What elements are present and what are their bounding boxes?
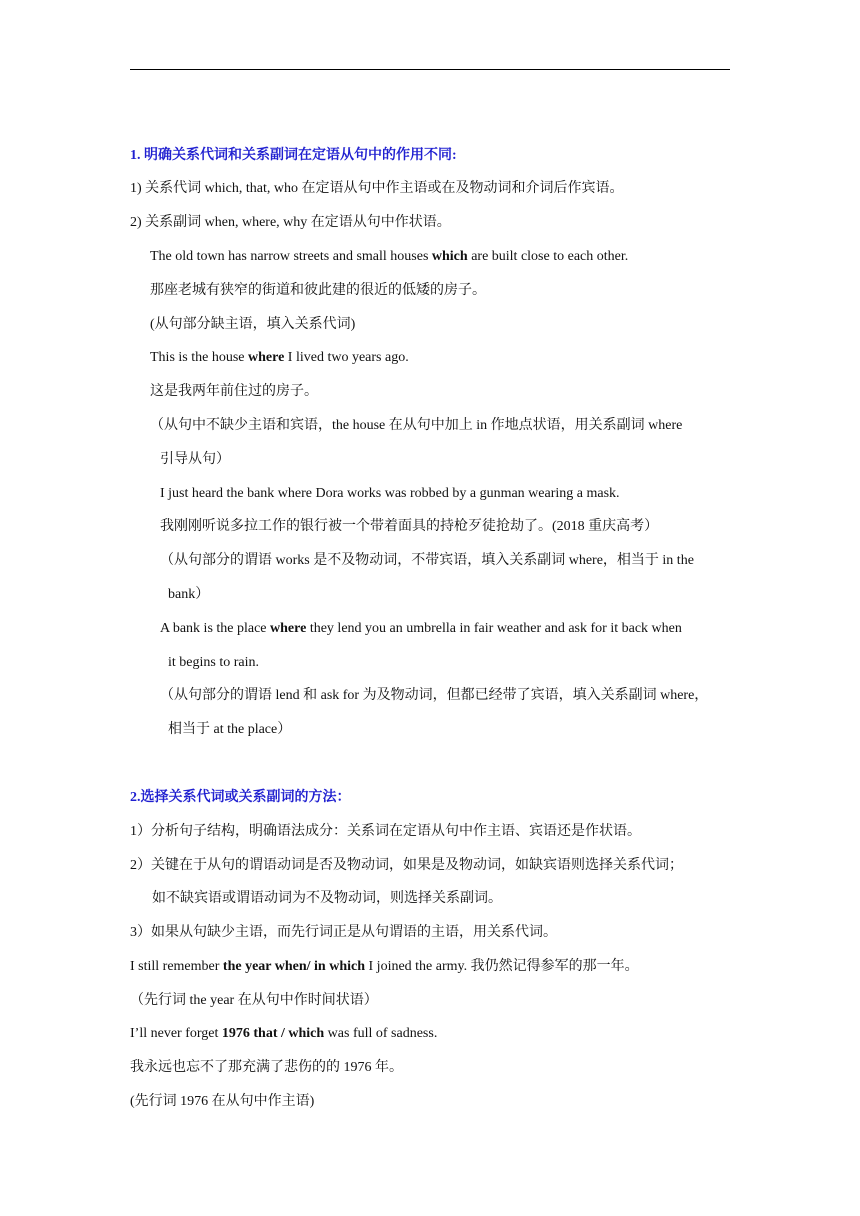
section-2-example-2-note: (先行词 1976 在从句中作主语) — [130, 1094, 315, 1109]
example-2-chinese: 这是我两年前住过的房子。 — [150, 384, 318, 399]
example-4-note-line-2: 相当于 at the place） — [168, 722, 292, 737]
example-4-note-line-1: （从句部分的谓语 lend 和 ask for 为及物动词，但都已经带了宾语，填入关系副词 where， — [160, 688, 709, 703]
example-1-chinese: 那座老城有狭窄的街道和彼此建的很近的低矮的房子。 — [150, 283, 486, 298]
example-2-english: This is the house where I lived two years ago. — [150, 350, 409, 365]
example-3-note-line-2: bank） — [168, 587, 210, 602]
example-1-note: (从句部分缺主语，填入关系代词) — [150, 317, 356, 332]
example-2-note-line-2: 引导从句） — [160, 452, 230, 467]
example-3-chinese: 我刚刚听说多拉工作的银行被一个带着面具的持枪歹徒抢劫了。(2018 重庆高考） — [160, 519, 659, 534]
example-4-english-line-1: A bank is the place where they lend you an umbrella in fair weather and ask for it back when — [160, 621, 682, 636]
example-2-note-line-1: （从句中不缺少主语和宾语，the house 在从句中加上 in 作地点状语，用关系副词 where — [150, 418, 683, 433]
example-3-english: I just heard the bank where Dora works was robbed by a gunman wearing a mask. — [160, 486, 620, 501]
section-2-point-2-line-2: 如不缺宾语或谓语动词为不及物动词，则选择关系副词。 — [152, 891, 502, 906]
section-2-example-1-note: （先行词 the year 在从句中作时间状语） — [130, 993, 378, 1008]
header-rule — [130, 69, 730, 70]
section-1-point-2: 2) 关系副词 when, where, why 在定语从句中作状语。 — [130, 215, 451, 230]
example-4-english-line-2: it begins to rain. — [168, 655, 259, 670]
section-2-example-1-english: I still remember the year when/ in which I joined the army. 我仍然记得参军的那一年。 — [130, 959, 639, 974]
section-2-example-2-english: I’ll never forget 1976 that / which was full of sadness. — [130, 1026, 438, 1041]
section-2-example-2-chinese: 我永远也忘不了那充满了悲伤的的 1976 年。 — [130, 1060, 403, 1075]
section-2-point-3: 3）如果从句缺少主语，而先行词正是从句谓语的主语，用关系代词。 — [130, 925, 557, 940]
section-1-heading: 1. 明确关系代词和关系副词在定语从句中的作用不同: — [130, 148, 457, 163]
example-3-note-line-1: （从句部分的谓语 works 是不及物动词，不带宾语，填入关系副词 where，相当于 in the — [160, 553, 694, 568]
section-2-heading: 2.选择关系代词或关系副词的方法： — [130, 790, 351, 805]
example-1-english: The old town has narrow streets and small houses which are built close to each other. — [150, 249, 629, 264]
section-1-point-1: 1) 关系代词 which, that, who 在定语从句中作主语或在及物动词和介词后作宾语。 — [130, 181, 624, 196]
section-2-point-2-line-1: 2）关键在于从句的谓语动词是否及物动词，如果是及物动词，如缺宾语则选择关系代词； — [130, 858, 683, 873]
section-2-point-1: 1）分析句子结构，明确语法成分：关系词在定语从句中作主语、宾语还是作状语。 — [130, 824, 641, 839]
